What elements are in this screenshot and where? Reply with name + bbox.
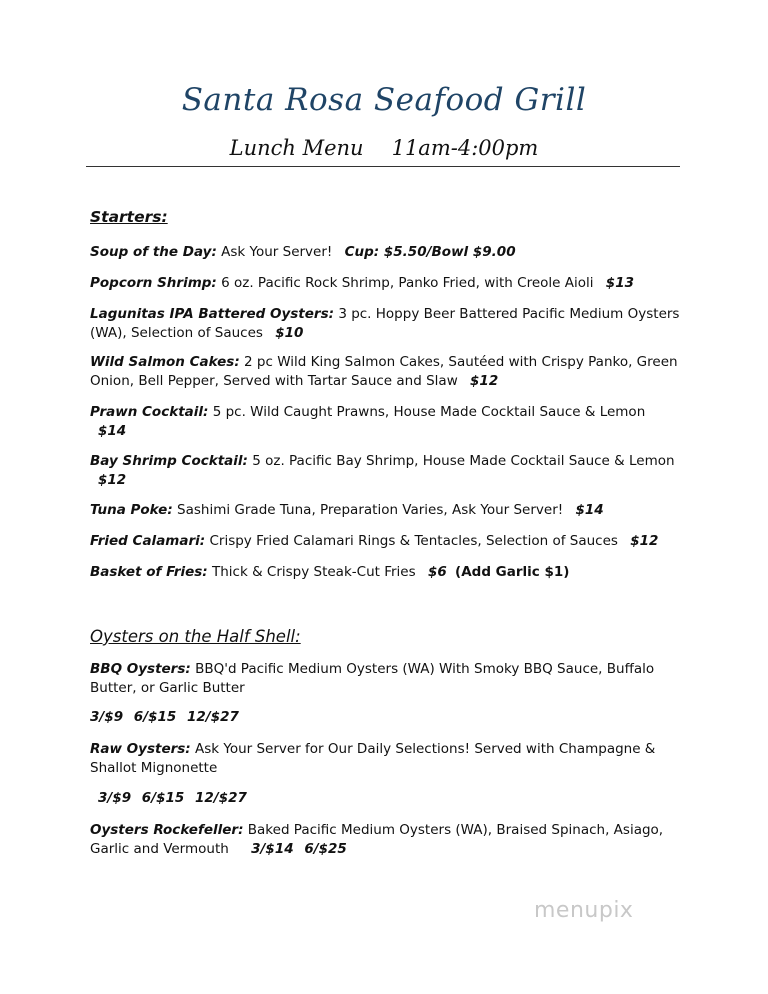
item-name: Wild Salmon Cakes:	[90, 354, 240, 370]
menu-item-battered-oysters	[90, 305, 680, 343]
item-price: $10	[275, 325, 304, 341]
oysters-heading: Oysters on the Half Shell:	[90, 627, 301, 646]
menu-item-popcorn-shrimp	[90, 274, 680, 293]
item-price: $13	[605, 275, 634, 291]
item-desc: Baked Pacific Medium Oysters (WA), Braised Spinach, Asiago, Garlic and Vermouth	[90, 822, 664, 857]
menu-item-bay-shrimp-cocktail	[90, 452, 680, 490]
menu-item-prawn-cocktail	[90, 403, 680, 441]
item-name: Popcorn Shrimp:	[90, 275, 217, 291]
header-divider	[86, 166, 680, 167]
item-name: Raw Oysters:	[90, 741, 191, 757]
item-addon: (Add Garlic $1)	[455, 564, 570, 580]
menu-name: Lunch Menu	[229, 136, 364, 160]
item-name: Prawn Cocktail:	[90, 404, 209, 420]
bbq-oysters-prices: 3/$9 6/$15 12/$27	[90, 709, 239, 725]
item-desc: Ask Your Server for Our Daily Selections! Served with Champagne & Shallot Mignonette	[90, 741, 656, 776]
menu-subtitle	[0, 136, 768, 160]
item-name: Fried Calamari:	[90, 533, 206, 549]
menu-item-oysters-rockefeller	[90, 821, 680, 859]
item-price: $12	[98, 472, 127, 488]
menu-hours: 11am-4:00pm	[391, 136, 539, 160]
item-name: Basket of Fries:	[90, 564, 208, 580]
menu-item-tuna-poke	[90, 501, 680, 520]
item-desc: 3 pc. Hoppy Beer Battered Pacific Medium Oysters (WA), Selection of Sauces	[90, 306, 680, 341]
item-desc: BBQ'd Pacific Medium Oysters (WA) With Smoky BBQ Sauce, Buffalo Butter, or Garlic Butter	[90, 661, 655, 696]
menu-item-raw-oysters	[90, 740, 680, 778]
item-price: $12	[470, 373, 499, 389]
menu-item-soup	[90, 243, 680, 262]
item-desc: 5 pc. Wild Caught Prawns, House Made Cocktail Sauce & Lemon	[212, 404, 646, 420]
item-name: Soup of the Day:	[90, 244, 217, 260]
restaurant-title: Santa Rosa Seafood Grill	[181, 82, 587, 118]
item-price: $12	[630, 533, 659, 549]
item-price: $6	[427, 564, 447, 580]
menu-item-fried-calamari	[90, 532, 680, 551]
item-desc: 2 pc Wild King Salmon Cakes, Sautéed with Crispy Panko, Green Onion, Bell Pepper, Served with Tartar Sauce and Slaw	[90, 354, 678, 389]
watermark-logo: menupix	[534, 898, 634, 923]
item-name: Lagunitas IPA Battered Oysters:	[90, 306, 335, 322]
menu-item-basket-of-fries	[90, 563, 680, 582]
item-desc: Thick & Crispy Steak-Cut Fries	[212, 564, 416, 580]
item-desc: Sashimi Grade Tuna, Preparation Varies, Ask Your Server!	[177, 502, 564, 518]
item-price: 3/$14 6/$25	[251, 841, 347, 857]
item-desc: 6 oz. Pacific Rock Shrimp, Panko Fried, with Creole Aioli	[221, 275, 594, 291]
raw-oysters-prices: 3/$9 6/$15 12/$27	[98, 790, 247, 806]
item-desc: Crispy Fried Calamari Rings & Tentacles, Selection of Sauces	[209, 533, 618, 549]
item-desc: 5 oz. Pacific Bay Shrimp, House Made Cocktail Sauce & Lemon	[252, 453, 675, 469]
item-price: $14	[575, 502, 604, 518]
item-name: Tuna Poke:	[90, 502, 173, 518]
item-name: Oysters Rockefeller:	[90, 822, 244, 838]
item-name: Bay Shrimp Cocktail:	[90, 453, 248, 469]
item-price: $14	[98, 423, 127, 439]
menu-item-salmon-cakes	[90, 353, 680, 391]
item-desc: Ask Your Server!	[221, 244, 333, 260]
item-price: Cup: $5.50/Bowl $9.00	[344, 244, 516, 260]
starters-heading: Starters:	[90, 208, 168, 226]
item-name: BBQ Oysters:	[90, 661, 191, 677]
menu-item-bbq-oysters	[90, 660, 680, 698]
